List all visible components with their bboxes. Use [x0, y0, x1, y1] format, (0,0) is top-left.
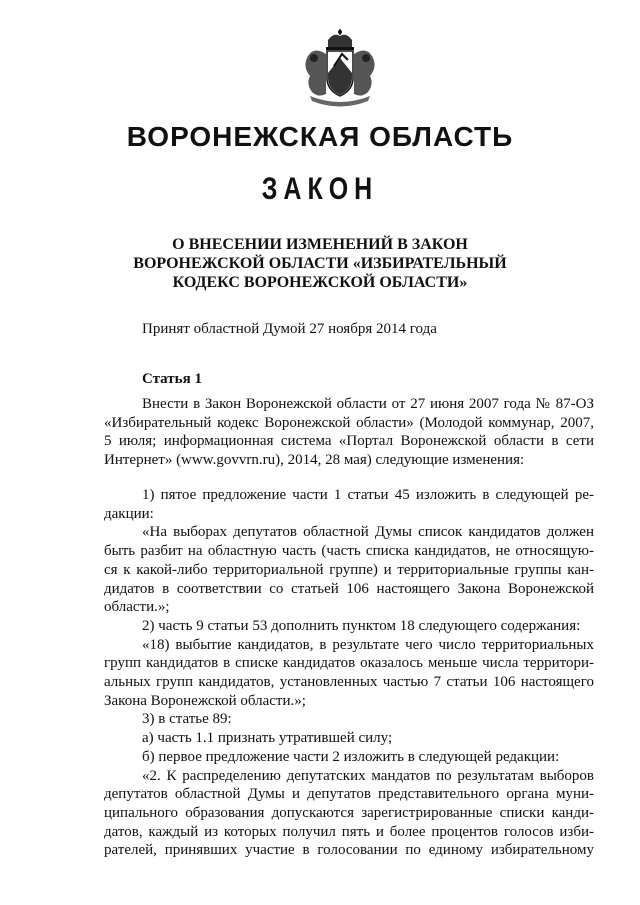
text-line: «Избирательный кодекс Воронежской области» (Молодой коммунар, 2007,	[104, 414, 594, 431]
text-line: 1) пятое предложение части 1 статьи 45 изложить в следующей ре-	[142, 487, 594, 503]
text-line: «18) выбытие кандидатов, в результате чего число территориальных	[142, 636, 594, 653]
text-line: датов, каждый из которых получил пять и более процентов голосов изби-	[104, 823, 594, 840]
text-line: групп кандидатов в списке кандидатов оказалось меньше числа территори-	[104, 655, 594, 672]
region-title: ВОРОНЕЖСКАЯ ОБЛАСТЬ	[126, 121, 514, 152]
text-line: быть разбит на областную часть (часть списка кандидатов, не относящую-	[104, 543, 594, 560]
shield-icon	[327, 51, 353, 96]
text-line: Внести в Закон Воронежской области от 27 июня 2007 года № 87-ОЗ	[142, 396, 594, 412]
coat-of-arms-emblem	[290, 28, 390, 108]
text-line: Интернет» (www.govvrn.ru), 2014, 28 мая) следующие изменения:	[104, 452, 525, 469]
text-line: а) часть 1.1 признать утратившей силу;	[142, 730, 393, 747]
law-title-line: О ВНЕСЕНИИ ИЗМЕНЕНИЙ В ЗАКОН	[172, 236, 468, 253]
text-line: дакции:	[104, 505, 154, 522]
article-intro	[104, 395, 594, 470]
law-title	[0, 235, 640, 292]
text-line: альных групп кандидатов, установленных частью 7 статьи 106 настоящего	[104, 674, 594, 691]
crown-icon	[326, 29, 354, 50]
document-type: ЗАКОН	[261, 171, 379, 207]
ribbon-icon	[310, 96, 370, 107]
amendments-list	[104, 486, 594, 860]
text-line: б) первое предложение части 2 изложить в следующей редакции:	[142, 748, 560, 765]
text-line: депутатов областной Думы и депутатов представительного органа муни-	[104, 786, 594, 803]
text-line: 2) часть 9 статьи 53 дополнить пунктом 18 следующего содержания:	[142, 617, 581, 634]
text-line: «На выборах депутатов областной Думы список кандидатов должен	[142, 524, 594, 541]
law-title-line: ВОРОНЕЖСКОЙ ОБЛАСТИ «ИЗБИРАТЕЛЬНЫЙ	[133, 255, 507, 272]
text-line: Закона Воронежской области.»;	[104, 692, 306, 709]
law-title-line: КОДЕКС ВОРОНЕЖСКОЙ ОБЛАСТИ»	[172, 274, 468, 291]
text-line: ся к какой-либо территориальной группе) и территориальные группы кан-	[104, 561, 594, 578]
article-heading: Статья 1	[142, 371, 202, 387]
text-line: «2. К распределению депутатских мандатов по результатам выборов	[142, 767, 594, 784]
text-line: рателей, принявших участие в голосовании по единому избирательному	[104, 842, 594, 859]
text-line: дидатов в соответствии со статьей 106 настоящего Закона Воронежской	[104, 580, 594, 597]
text-line: 3) в статье 89:	[142, 711, 232, 728]
text-line: области.»;	[104, 599, 170, 616]
adoption-date: Принят областной Думой 27 ноября 2014 года	[142, 321, 437, 337]
text-line: 5 июля; информационная система «Портал Воронежской области в сети	[104, 433, 594, 450]
text-line: ципального образования допускаются зарегистрированные списки канди-	[104, 804, 594, 821]
